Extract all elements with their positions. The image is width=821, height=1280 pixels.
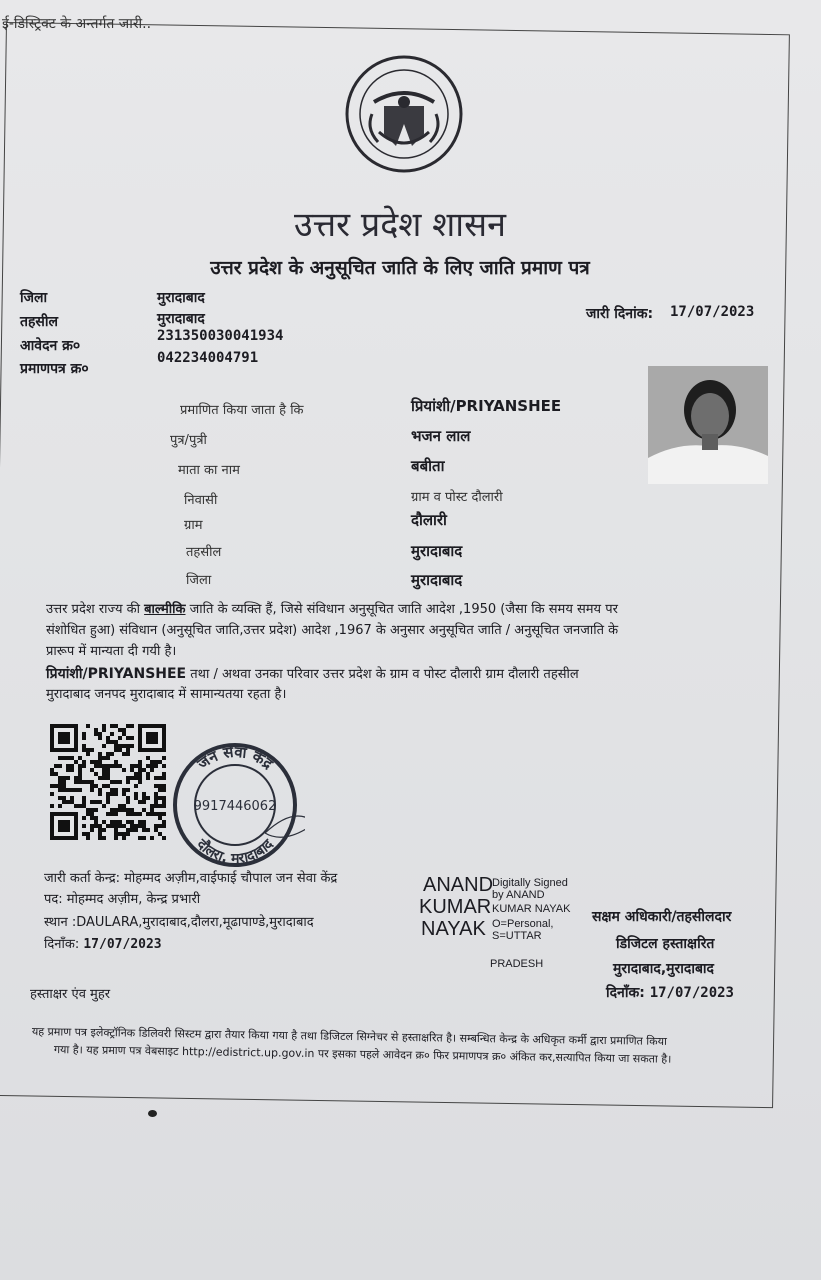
header-note: ई-डिस्ट्रिक्ट के अन्तर्गत जारी.. bbox=[2, 16, 152, 32]
authority-date: दिनाँक: 17/07/2023 bbox=[606, 985, 734, 1001]
authority-place: मुरादाबाद,मुरादाबाद bbox=[613, 961, 714, 977]
signature-detail-1: Digitally Signed bbox=[492, 877, 568, 889]
ink-mark bbox=[148, 1110, 157, 1117]
signature-detail-4: O=Personal, bbox=[492, 918, 554, 930]
person-tehsil-value: मुरादाबाद bbox=[411, 542, 463, 560]
svg-text:दौलरा, मुरादाबाद: दौलरा, मुरादाबाद bbox=[193, 836, 277, 868]
residence-label: निवासी bbox=[184, 493, 218, 508]
signer-name-2: KUMAR bbox=[419, 896, 492, 918]
father-name: भजन लाल bbox=[411, 427, 471, 445]
residence-value: ग्राम व पोस्ट दौलारी bbox=[411, 490, 503, 505]
person-district-value: मुरादाबाद bbox=[411, 571, 463, 589]
footer-line-2: गया है। यह प्रमाण पत्र वेबसाइट http://edistrict.up.gov.in पर इसका पहले आवेदन क्र० फिर प्रमाणपत्र क्र० अंकित कर,सत्यापित किया जा सकता है। bbox=[53, 1042, 672, 1066]
certify-label: प्रमाणित किया जाता है कि bbox=[180, 403, 304, 418]
mother-name: बबीता bbox=[411, 457, 445, 475]
applicant-name: प्रियांशी/PRIYANSHEE bbox=[411, 397, 562, 415]
person-district-label: जिला bbox=[186, 573, 212, 588]
issuer-date: दिनाँक: 17/07/2023 bbox=[44, 937, 162, 952]
tehsil-label: तहसील bbox=[20, 314, 58, 330]
certificate-title: उत्तर प्रदेश के अनुसूचित जाति के लिए जाति प्रमाण पत्र bbox=[210, 257, 590, 279]
signer-name-1: ANAND bbox=[423, 874, 494, 896]
authority-title: सक्षम अधिकारी/तहसीलदार bbox=[592, 909, 732, 925]
signer-name-3: NAYAK bbox=[421, 918, 486, 940]
tehsil-value: मुरादाबाद bbox=[157, 311, 205, 327]
application-number-label: आवेदन क्र० bbox=[20, 338, 81, 354]
signature-and-seal-label: हस्ताक्षर एंव मुहर bbox=[30, 987, 111, 1002]
signature-detail-5: S=UTTAR bbox=[492, 930, 542, 942]
mother-label: माता का नाम bbox=[178, 463, 240, 478]
district-label: जिला bbox=[20, 290, 48, 306]
person-tehsil-label: तहसील bbox=[186, 545, 222, 560]
body-line-4: प्रियांशी/PRIYANSHEE तथा / अथवा उनका परिवार उत्तर प्रदेश के ग्राम व पोस्ट दौलारी ग्राम दौलारी तहसील bbox=[46, 666, 579, 682]
body-line-5: मुरादाबाद जनपद मुरादाबाद में सामान्यतया रहता है। bbox=[46, 687, 287, 702]
body-line-2: संशोधित हुआ) संविधान (अनुसूचित जाति,उत्तर प्रदेश) आदेश ,1967 के अनुसार अनुसूचित जाति / अनुसूचित जनजाति के bbox=[46, 623, 619, 638]
district-value: मुरादाबाद bbox=[157, 290, 205, 306]
jan-seva-kendra-stamp bbox=[165, 735, 305, 875]
body-line-1: उत्तर प्रदेश राज्य की बाल्मीकि जाति के व्यक्ति हैं, जिसे संविधान अनुसूचित जाति आदेश ,1950 (जैसा कि समय समय पर bbox=[46, 602, 618, 617]
applicant-photo bbox=[648, 366, 768, 484]
certificate-number-label: प्रमाणपत्र क्र० bbox=[20, 361, 89, 377]
issuer-place: स्थान :DAULARA,मुरादाबाद,दौलरा,मूढापाण्डे,मुरादाबाद bbox=[44, 915, 314, 930]
village-label: ग्राम bbox=[184, 518, 203, 533]
svg-text:जन सेवा केंद्र: जन सेवा केंद्र bbox=[193, 742, 277, 773]
relation-label: पुत्र/पुत्री bbox=[170, 433, 207, 448]
signature-detail-2: by ANAND bbox=[492, 889, 545, 901]
issue-date-value: 17/07/2023 bbox=[670, 304, 755, 320]
issuer-post: पद: मोहम्मद अज़ीम, केन्द्र प्रभारी bbox=[44, 892, 201, 907]
certificate-number-value: 042234004791 bbox=[157, 350, 259, 366]
signature-detail-6: PRADESH bbox=[490, 958, 544, 970]
issuing-center: जारी कर्ता केन्द्र: मोहम्मद अज़ीम,वाईफाई चौपाल जन सेवा केंद्र bbox=[44, 871, 338, 886]
signature-detail-3: KUMAR NAYAK bbox=[492, 903, 571, 915]
village-value: दौलारी bbox=[411, 511, 447, 529]
application-number-value: 231350030041934 bbox=[157, 328, 284, 344]
government-title: उत्तर प्रदेश शासन bbox=[294, 205, 506, 245]
authority-signed: डिजिटल हस्ताक्षरित bbox=[616, 936, 715, 952]
up-government-seal-icon bbox=[344, 54, 464, 174]
stamp-phone: 9917446062 bbox=[193, 799, 277, 814]
qr-code bbox=[50, 724, 166, 840]
body-line-3: प्रारूप में मान्यता दी गयी है। bbox=[46, 644, 177, 659]
caste-name: बाल्मीकि bbox=[144, 602, 186, 617]
issue-date-label: जारी दिनांक: bbox=[586, 306, 654, 322]
applicant-name-inline: प्रियांशी/PRIYANSHEE bbox=[46, 666, 187, 682]
footer-line-1: यह प्रमाण पत्र इलेक्ट्रॉनिक डिलिवरी सिस्टम द्वारा तैयार किया गया है तथा डिजिटल सिग्नेचर से हस्ताक्षरित है। सम्बन्धित केन्द्र के अधिकृत कर्मी द्वारा प्रमाणित किया bbox=[31, 1024, 667, 1048]
